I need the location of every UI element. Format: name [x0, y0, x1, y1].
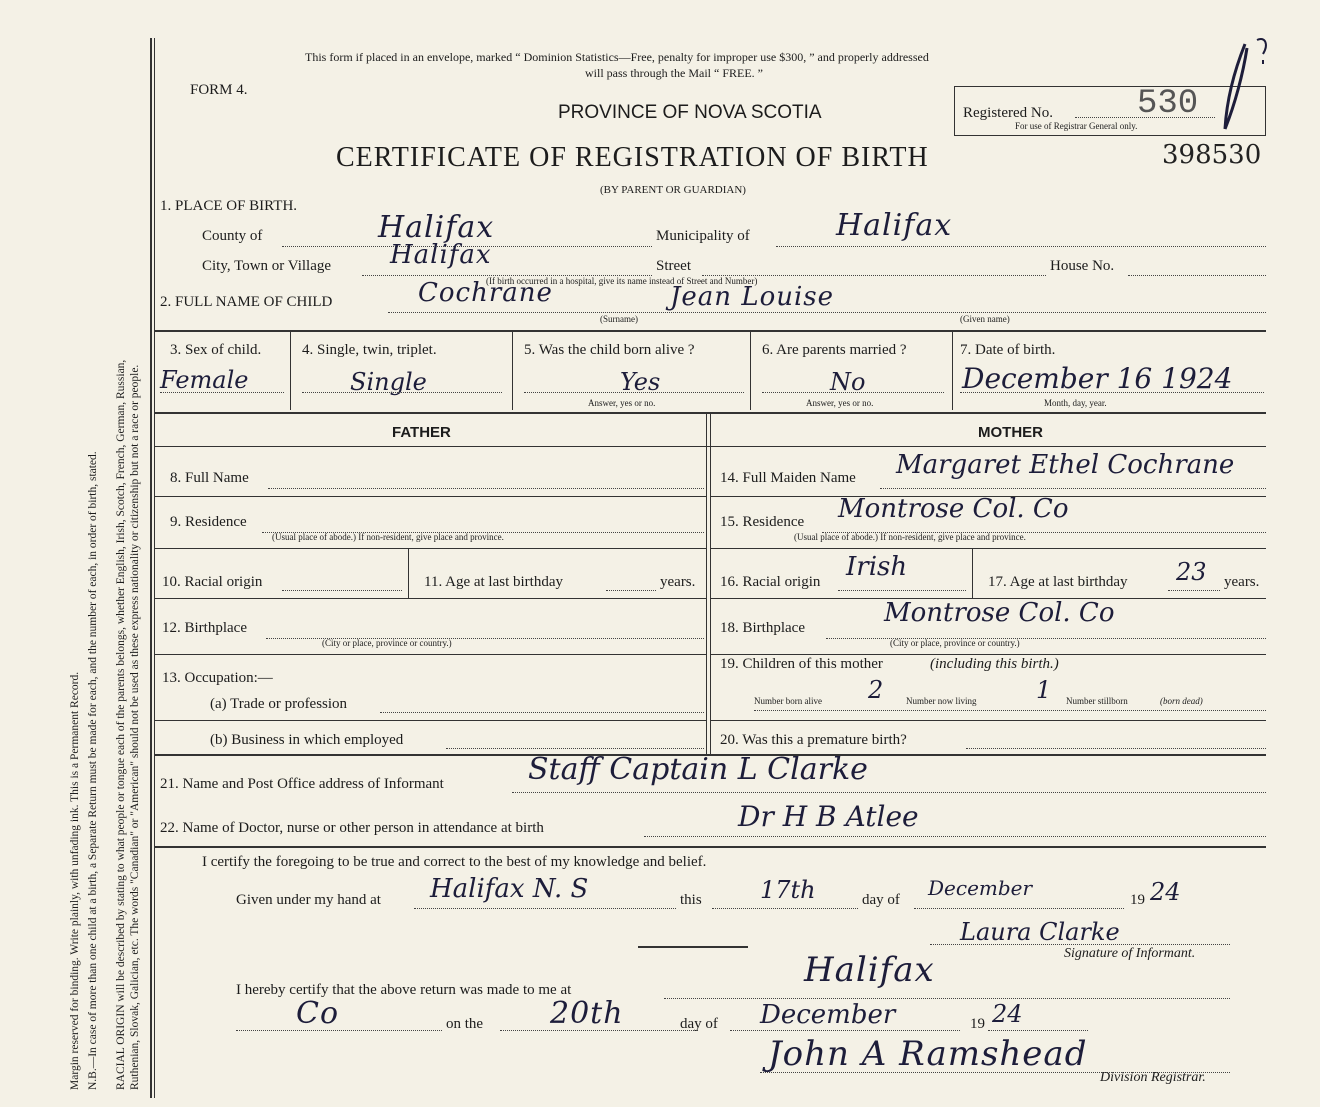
county-value: Halifax: [378, 210, 495, 245]
father-racial-label: 10. Racial origin: [162, 574, 263, 590]
father-residence-label: 9. Residence: [170, 514, 247, 530]
parents-heading-underline: [154, 446, 1266, 447]
surname-caption: (Surname): [600, 314, 638, 324]
month-value: December: [928, 876, 1033, 900]
postal-note-1: This form if placed in an envelope, marked “ Dominion Statistics—Free, penalty for improper use $300, ” and properly addressed: [305, 50, 929, 64]
child-name-label: 2. FULL NAME OF CHILD: [160, 294, 333, 310]
certificate-subtitle: (BY PARENT OR GUARDIAN): [600, 184, 746, 196]
premature-label: 20. Was this a premature birth?: [720, 732, 907, 748]
alive-value: Yes: [620, 368, 661, 396]
informant-label: 21. Name and Post Office address of Informant: [160, 776, 444, 792]
mother-row18-bottom: [710, 654, 1266, 655]
registrar-signature: John A Ramshead: [768, 1034, 1088, 1074]
registered-line: [1075, 117, 1215, 118]
day-value: 17th: [760, 876, 816, 904]
mother-name-label: 14. Full Maiden Name: [720, 470, 856, 486]
mother-residence-value: Montrose Col. Co: [838, 494, 1069, 524]
father-occupation-label: 13. Occupation:—: [162, 670, 273, 686]
mother-racial-label: 16. Racial origin: [720, 574, 821, 590]
on-day-value: 20th: [550, 996, 624, 1031]
row3-divider-4: [952, 330, 953, 410]
premature-line: [966, 748, 1266, 749]
given-place: Halifax N. S: [430, 874, 589, 904]
mother-birthplace-label: 18. Birthplace: [720, 620, 805, 636]
row3-top-border: [154, 330, 1266, 332]
date-caption: Month, day, year.: [1044, 398, 1107, 408]
separator-rule: [638, 946, 748, 948]
row3-divider-1: [290, 330, 291, 410]
form-number: FORM 4.: [190, 82, 248, 98]
margin-note-binding: Margin reserved for binding. Write plainly, with unfading ink. This is a Permanent Record.: [69, 671, 81, 1090]
married-caption: Answer, yes or no.: [806, 398, 874, 408]
mother-racial-line: [838, 590, 966, 591]
hereby-place-line: [664, 998, 1230, 999]
father-birthplace-caption: (City or place, province or country.): [322, 638, 452, 648]
father-age-line: [606, 590, 656, 591]
given-label: Given under my hand at: [236, 892, 381, 908]
father-residence-caption: (Usual place of abode.) If non-resident, give place and province.: [272, 532, 504, 542]
margin-note-nationality: Ruthenian, Slovak, Galician, etc. The words "Canadian" or "American" should not be used as these express nationality or citizenship but not a race or people.: [129, 364, 141, 1090]
father-row10-bottom: [154, 598, 706, 599]
given-place-line: [414, 908, 676, 909]
father-row8-bottom: [154, 496, 706, 497]
parents-divider-a: [706, 414, 707, 754]
city-value: Halifax: [390, 240, 492, 270]
mother-age-value: 23: [1176, 558, 1207, 586]
left-border-inner: [154, 38, 155, 1098]
city-label: City, Town or Village: [202, 258, 332, 274]
father-name-line: [268, 488, 704, 489]
on-day-of-label: day of: [680, 1016, 718, 1032]
given-caption: (Given name): [960, 314, 1010, 324]
this-label: this: [680, 892, 702, 908]
doctor-label: 22. Name of Doctor, nurse or other person in attendance at birth: [160, 820, 544, 836]
on-month-line: [730, 1030, 960, 1031]
hereby-label: I hereby certify that the above return was made to me at: [236, 982, 572, 998]
married-label: 6. Are parents married ?: [762, 342, 907, 358]
father-heading: FATHER: [392, 424, 451, 441]
house-line: [1128, 275, 1266, 276]
on-year-prefix: 19: [970, 1016, 985, 1032]
row3-divider-3: [750, 330, 751, 410]
on-the-label: on the: [446, 1016, 484, 1032]
certificate-title: CERTIFICATE OF REGISTRATION OF BIRTH: [336, 142, 929, 173]
municipality-value: Halifax: [836, 208, 953, 243]
mother-heading: MOTHER: [978, 424, 1043, 441]
mother-years: years.: [1224, 574, 1260, 590]
mother-children-label: 19. Children of this mother: [720, 656, 883, 672]
mother-birthplace-value: Montrose Col. Co: [884, 598, 1115, 628]
informant-value: Staff Captain L Clarke: [528, 752, 868, 787]
province-heading: PROVINCE OF NOVA SCOTIA: [558, 102, 822, 123]
hereby-place-line-2: [236, 1030, 442, 1031]
father-trade-label: (a) Trade or profession: [210, 696, 348, 712]
margin-note-racial-origin: RACIAL ORIGIN will be described by stating to what people or tongue each of the parents belongs, whether English, Irish, Scotch, French, German, Russian,: [115, 359, 127, 1090]
on-month-value: December: [760, 1000, 896, 1030]
registrar-caption: Division Registrar.: [1100, 1070, 1206, 1085]
registered-number: 530: [1137, 85, 1199, 123]
informant-signature: Laura Clarke: [960, 918, 1120, 946]
date-value: December 16 1924: [962, 362, 1233, 395]
mother-name-line: [880, 488, 1266, 489]
living-label: Number now living: [906, 696, 977, 706]
date-label: 7. Date of birth.: [960, 342, 1056, 358]
mother-children-note: (including this birth.): [930, 656, 1059, 672]
year-prefix: 19: [1130, 892, 1145, 908]
hospital-note: (If birth occurred in a hospital, give its name instead of Street and Number): [486, 276, 758, 286]
mother-residence-label: 15. Residence: [720, 514, 805, 530]
stillborn-note: (born dead): [1160, 696, 1203, 706]
mother-birthplace-caption: (City or place, province or country.): [890, 638, 1020, 648]
father-age-label: 11. Age at last birthday: [424, 574, 563, 590]
father-birthplace-label: 12. Birthplace: [162, 620, 247, 636]
mother-children-line: [754, 710, 1266, 711]
father-racial-line: [282, 590, 402, 591]
year-value: 24: [1150, 878, 1181, 906]
hereby-place: Halifax: [804, 950, 935, 990]
registrar-check-mark: [1205, 34, 1275, 144]
row3-answer-line-3: [524, 392, 744, 393]
municipality-line: [776, 246, 1266, 247]
certification-statement: I certify the foregoing to be true and correct to the best of my knowledge and belief.: [202, 854, 707, 870]
stamp-number: 398530: [1162, 140, 1262, 170]
informant-line: [512, 792, 1266, 793]
mother-row19-bottom: [710, 720, 1266, 721]
mother-residence-caption: (Usual place of abode.) If non-resident, give place and province.: [794, 532, 1026, 542]
month-line: [914, 908, 1124, 909]
mother-age-line: [1168, 590, 1220, 591]
house-label: House No.: [1050, 258, 1115, 274]
father-years: years.: [660, 574, 696, 590]
single-label: 4. Single, twin, triplet.: [302, 342, 437, 358]
living-value: 1: [1036, 676, 1052, 704]
mother-name-value: Margaret Ethel Cochrane: [896, 450, 1235, 480]
street-label: Street: [656, 258, 691, 274]
father-business-label: (b) Business in which employed: [210, 732, 404, 748]
day-line: [712, 908, 858, 909]
mother-age-label: 17. Age at last birthday: [988, 574, 1128, 590]
certification-top-border: [154, 846, 1266, 848]
stillborn-label: Number stillborn: [1066, 696, 1128, 706]
father-trade-line: [380, 712, 704, 713]
mother-row15-bottom: [710, 548, 1266, 549]
on-year-line: [988, 1030, 1088, 1031]
row3-answer-line-5: [960, 392, 1264, 393]
row3-divider-2: [512, 330, 513, 410]
father-row9-bottom: [154, 548, 706, 549]
single-value: Single: [350, 368, 427, 396]
registrar-note: For use of Registrar General only.: [1015, 121, 1138, 131]
sex-value: Female: [160, 366, 249, 394]
father-business-line: [446, 748, 704, 749]
doctor-value: Dr H B Atlee: [738, 800, 919, 833]
father-row13a-bottom: [154, 720, 706, 721]
father-name-label: 8. Full Name: [170, 470, 249, 486]
mother-racial-value: Irish: [846, 552, 908, 582]
margin-note-separate-return: N.B.—In case of more than one child at a birth, a Separate Return must be made for each, and the number of each, in order of birth, stated.: [87, 451, 99, 1090]
on-year-value: 24: [992, 1000, 1023, 1028]
postal-note-2: will pass through the Mail “ FREE. ”: [585, 66, 763, 80]
informant-signature-line: [930, 944, 1230, 945]
row3-answer-line-4: [762, 392, 944, 393]
day-of-label: day of: [862, 892, 900, 908]
born-alive-value: 2: [868, 676, 884, 704]
child-given-name: Jean Louise: [670, 282, 835, 312]
father-row10-divider: [408, 548, 409, 598]
county-label: County of: [202, 228, 263, 244]
row3-answer-line-2: [302, 392, 502, 393]
doctor-line: [644, 836, 1266, 837]
child-surname: Cochrane: [418, 278, 553, 308]
alive-caption: Answer, yes or no.: [588, 398, 656, 408]
born-alive-label: Number born alive: [754, 696, 822, 706]
child-name-line: [388, 312, 1266, 313]
sex-label: 3. Sex of child.: [170, 342, 262, 358]
municipality-label: Municipality of: [656, 228, 750, 244]
hereby-place-2: Co: [296, 996, 340, 1031]
informant-signature-caption: Signature of Informant.: [1064, 946, 1196, 961]
row3-answer-line-1: [160, 392, 284, 393]
registered-label: Registered No.: [963, 105, 1053, 121]
mother-row16-divider: [972, 548, 973, 598]
father-row12-bottom: [154, 654, 706, 655]
married-value: No: [830, 368, 866, 396]
left-border: [150, 38, 152, 1098]
alive-label: 5. Was the child born alive ?: [524, 342, 695, 358]
place-of-birth-label: 1. PLACE OF BIRTH.: [160, 198, 298, 214]
parents-divider-b: [710, 414, 711, 754]
